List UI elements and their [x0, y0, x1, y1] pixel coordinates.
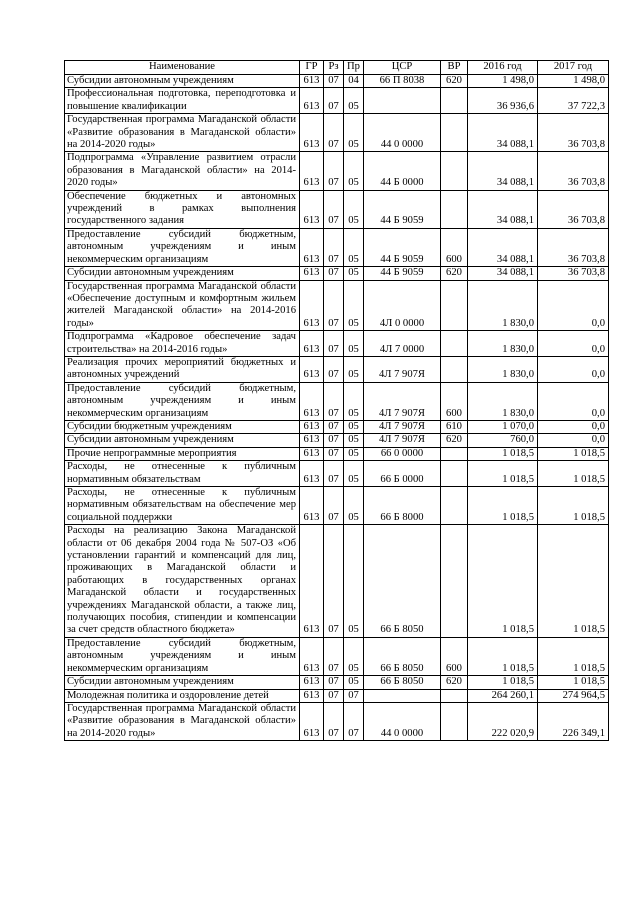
cell-csr: 44 Б 9059: [364, 190, 441, 228]
cell-rz: 07: [324, 637, 344, 675]
cell-gr: 613: [300, 702, 324, 740]
cell-name: Субсидии автономным учреждениям: [65, 75, 300, 88]
cell-csr: [364, 689, 441, 702]
cell-csr: 66 Б 8050: [364, 525, 441, 638]
cell-vr: [441, 356, 468, 382]
cell-2016: 1 070,0: [468, 420, 538, 433]
table-body: [65, 75, 609, 741]
cell-vr: [441, 525, 468, 638]
cell-rz: 07: [324, 702, 344, 740]
cell-2016: 34 088,1: [468, 114, 538, 152]
cell-2016: 1 018,5: [468, 487, 538, 525]
cell-2016: 34 088,1: [468, 228, 538, 266]
cell-name: Подпрограмма «Кадровое обеспечение задач строительства» на 2014-2016 годы»: [65, 331, 300, 357]
cell-2017: 1 018,5: [538, 676, 609, 689]
cell-pr: 05: [344, 434, 364, 447]
cell-2017: 0,0: [538, 382, 609, 420]
budget-table: [64, 60, 609, 741]
cell-pr: 05: [344, 152, 364, 190]
cell-2017: 0,0: [538, 356, 609, 382]
table-row: [65, 228, 609, 266]
cell-rz: 07: [324, 190, 344, 228]
cell-2017: 36 703,8: [538, 190, 609, 228]
cell-2016: 1 830,0: [468, 280, 538, 331]
cell-csr: 4Л 7 907Я: [364, 356, 441, 382]
table-row: [65, 676, 609, 689]
header-csr: ЦСР: [364, 61, 441, 75]
header-vr: ВР: [441, 61, 468, 75]
cell-name: Молодежная политика и оздоровление детей: [65, 689, 300, 702]
cell-rz: 07: [324, 75, 344, 88]
cell-rz: 07: [324, 114, 344, 152]
cell-csr: 66 Б 0000: [364, 461, 441, 487]
cell-gr: 613: [300, 487, 324, 525]
cell-2017: 36 703,8: [538, 228, 609, 266]
cell-pr: 05: [344, 190, 364, 228]
table-row: [65, 702, 609, 740]
header-gr: ГР: [300, 61, 324, 75]
cell-vr: 620: [441, 75, 468, 88]
cell-pr: 05: [344, 487, 364, 525]
cell-csr: 44 0 0000: [364, 114, 441, 152]
cell-name: Государственная программа Магаданской области «Обеспечение доступным и комфортным жильем жителей Магаданской области» на 2014-2016 годы»: [65, 280, 300, 331]
cell-2016: 34 088,1: [468, 152, 538, 190]
cell-pr: 05: [344, 267, 364, 280]
cell-name: Расходы на реализацию Закона Магаданской области от 06 декабря 2004 года № 507-ОЗ «Об установлении гарантий и компенсаций для лиц, проживающих в Магаданской области и работающих в государственных органах Магаданской области и государственных учреждениях Магаданской области, а также лиц, получающих пособия, стипендии и компенсации за счет средств областного бюджета»: [65, 525, 300, 638]
cell-pr: 05: [344, 228, 364, 266]
cell-pr: 05: [344, 420, 364, 433]
cell-csr: 44 0 0000: [364, 702, 441, 740]
cell-2016: 34 088,1: [468, 190, 538, 228]
table-row: [65, 461, 609, 487]
cell-2017: 0,0: [538, 434, 609, 447]
cell-2017: 0,0: [538, 420, 609, 433]
cell-gr: 613: [300, 190, 324, 228]
header-name: Наименование: [65, 61, 300, 75]
cell-gr: 613: [300, 88, 324, 114]
cell-name: Предоставление субсидий бюджетным, автономным учреждениям и иным некоммерческим организациям: [65, 382, 300, 420]
cell-csr: 4Л 7 907Я: [364, 420, 441, 433]
cell-2017: 1 018,5: [538, 637, 609, 675]
cell-rz: 07: [324, 689, 344, 702]
cell-name: Расходы, не отнесенные к публичным нормативным обязательствам на обеспечение мер социальной поддержки: [65, 487, 300, 525]
cell-vr: [441, 702, 468, 740]
cell-gr: 613: [300, 267, 324, 280]
cell-csr: 44 Б 9059: [364, 228, 441, 266]
cell-rz: 07: [324, 434, 344, 447]
cell-name: Прочие непрограммные мероприятия: [65, 447, 300, 460]
cell-vr: [441, 689, 468, 702]
cell-vr: 620: [441, 267, 468, 280]
cell-rz: 07: [324, 356, 344, 382]
cell-2017: 1 018,5: [538, 447, 609, 460]
cell-2017: 226 349,1: [538, 702, 609, 740]
cell-pr: 05: [344, 280, 364, 331]
cell-rz: 07: [324, 280, 344, 331]
table-row: [65, 356, 609, 382]
cell-gr: 613: [300, 280, 324, 331]
cell-pr: 05: [344, 356, 364, 382]
cell-2016: 1 830,0: [468, 382, 538, 420]
cell-pr: 05: [344, 447, 364, 460]
cell-gr: 613: [300, 676, 324, 689]
cell-pr: 05: [344, 637, 364, 675]
budget-document-page: [64, 60, 608, 741]
cell-csr: 4Л 7 0000: [364, 331, 441, 357]
cell-rz: 07: [324, 228, 344, 266]
cell-rz: 07: [324, 331, 344, 357]
cell-2016: 1 018,5: [468, 461, 538, 487]
cell-name: Реализация прочих мероприятий бюджетных и автономных учреждений: [65, 356, 300, 382]
cell-2016: 1 830,0: [468, 356, 538, 382]
cell-vr: [441, 152, 468, 190]
table-row: [65, 267, 609, 280]
cell-name: Субсидии автономным учреждениям: [65, 267, 300, 280]
table-row: [65, 88, 609, 114]
cell-csr: 66 0 0000: [364, 447, 441, 460]
table-row: [65, 420, 609, 433]
header-rz: Рз: [324, 61, 344, 75]
cell-name: Субсидии автономным учреждениям: [65, 434, 300, 447]
cell-rz: 07: [324, 676, 344, 689]
cell-2017: 1 498,0: [538, 75, 609, 88]
cell-rz: 07: [324, 461, 344, 487]
cell-csr: 66 Б 8050: [364, 637, 441, 675]
cell-vr: 600: [441, 228, 468, 266]
table-header-row: [65, 61, 609, 75]
cell-2016: 1 018,5: [468, 525, 538, 638]
cell-rz: 07: [324, 88, 344, 114]
cell-vr: 600: [441, 637, 468, 675]
cell-2017: 1 018,5: [538, 487, 609, 525]
table-row: [65, 152, 609, 190]
cell-rz: 07: [324, 420, 344, 433]
cell-vr: 620: [441, 676, 468, 689]
cell-csr: 66 Б 8000: [364, 487, 441, 525]
header-2016: 2016 год: [468, 61, 538, 75]
cell-2016: 1 498,0: [468, 75, 538, 88]
cell-rz: 07: [324, 152, 344, 190]
cell-vr: 600: [441, 382, 468, 420]
cell-rz: 07: [324, 267, 344, 280]
cell-vr: 610: [441, 420, 468, 433]
cell-name: Подпрограмма «Управление развитием отрасли образования в Магаданской области» на 2014-2020 годы»: [65, 152, 300, 190]
cell-pr: 04: [344, 75, 364, 88]
cell-2017: 0,0: [538, 280, 609, 331]
cell-gr: 613: [300, 434, 324, 447]
cell-csr: 4Л 0 0000: [364, 280, 441, 331]
cell-rz: 07: [324, 447, 344, 460]
cell-2016: 36 936,6: [468, 88, 538, 114]
cell-2017: 1 018,5: [538, 525, 609, 638]
cell-name: Расходы, не отнесенные к публичным нормативным обязательствам: [65, 461, 300, 487]
cell-pr: 07: [344, 689, 364, 702]
cell-2017: 36 703,8: [538, 152, 609, 190]
cell-2016: 1 830,0: [468, 331, 538, 357]
table-row: [65, 75, 609, 88]
cell-csr: 44 Б 0000: [364, 152, 441, 190]
cell-pr: 05: [344, 676, 364, 689]
cell-rz: 07: [324, 382, 344, 420]
cell-vr: [441, 331, 468, 357]
cell-2017: 0,0: [538, 331, 609, 357]
table-row: [65, 487, 609, 525]
table-row: [65, 637, 609, 675]
cell-gr: 613: [300, 152, 324, 190]
cell-2016: 222 020,9: [468, 702, 538, 740]
cell-2016: 34 088,1: [468, 267, 538, 280]
cell-gr: 613: [300, 689, 324, 702]
cell-gr: 613: [300, 447, 324, 460]
cell-csr: [364, 88, 441, 114]
cell-name: Государственная программа Магаданской области «Развитие образования в Магаданской области» на 2014-2020 годы»: [65, 702, 300, 740]
cell-pr: 07: [344, 702, 364, 740]
table-row: [65, 434, 609, 447]
cell-name: Предоставление субсидий бюджетным, автономным учреждениям и иным некоммерческим организациям: [65, 637, 300, 675]
cell-pr: 05: [344, 382, 364, 420]
cell-name: Государственная программа Магаданской области «Развитие образования в Магаданской области» на 2014-2020 годы»: [65, 114, 300, 152]
cell-pr: 05: [344, 331, 364, 357]
cell-gr: 613: [300, 228, 324, 266]
cell-name: Субсидии автономным учреждениям: [65, 676, 300, 689]
cell-pr: 05: [344, 461, 364, 487]
cell-2016: 1 018,5: [468, 676, 538, 689]
cell-gr: 613: [300, 420, 324, 433]
cell-vr: [441, 487, 468, 525]
cell-2017: 36 703,8: [538, 114, 609, 152]
cell-gr: 613: [300, 75, 324, 88]
cell-vr: [441, 190, 468, 228]
cell-2016: 1 018,5: [468, 637, 538, 675]
table-row: [65, 331, 609, 357]
cell-2016: 264 260,1: [468, 689, 538, 702]
table-row: [65, 114, 609, 152]
cell-name: Субсидии бюджетным учреждениям: [65, 420, 300, 433]
header-2017: 2017 год: [538, 61, 609, 75]
cell-name: Профессиональная подготовка, переподготовка и повышение квалификации: [65, 88, 300, 114]
cell-vr: [441, 88, 468, 114]
cell-gr: 613: [300, 637, 324, 675]
cell-2017: 274 964,5: [538, 689, 609, 702]
cell-csr: 4Л 7 907Я: [364, 382, 441, 420]
cell-vr: 620: [441, 434, 468, 447]
cell-csr: 66 Б 8050: [364, 676, 441, 689]
table-row: [65, 382, 609, 420]
cell-vr: [441, 114, 468, 152]
table-row: [65, 190, 609, 228]
cell-csr: 44 Б 9059: [364, 267, 441, 280]
cell-2016: 760,0: [468, 434, 538, 447]
cell-csr: 66 П 8038: [364, 75, 441, 88]
cell-pr: 05: [344, 525, 364, 638]
cell-vr: [441, 461, 468, 487]
cell-name: Предоставление субсидий бюджетным, автономным учреждениям и иным некоммерческим организациям: [65, 228, 300, 266]
cell-pr: 05: [344, 114, 364, 152]
cell-gr: 613: [300, 525, 324, 638]
cell-gr: 613: [300, 461, 324, 487]
table-row: [65, 525, 609, 638]
cell-rz: 07: [324, 487, 344, 525]
cell-2017: 37 722,3: [538, 88, 609, 114]
cell-gr: 613: [300, 114, 324, 152]
cell-name: Обеспечение бюджетных и автономных учреждений в рамках выполнения государственного задания: [65, 190, 300, 228]
cell-2017: 36 703,8: [538, 267, 609, 280]
cell-gr: 613: [300, 356, 324, 382]
header-pr: Пр: [344, 61, 364, 75]
cell-rz: 07: [324, 525, 344, 638]
cell-vr: [441, 280, 468, 331]
cell-gr: 613: [300, 331, 324, 357]
table-row: [65, 280, 609, 331]
cell-gr: 613: [300, 382, 324, 420]
cell-vr: [441, 447, 468, 460]
cell-2017: 1 018,5: [538, 461, 609, 487]
cell-pr: 05: [344, 88, 364, 114]
table-row: [65, 447, 609, 460]
cell-csr: 4Л 7 907Я: [364, 434, 441, 447]
cell-2016: 1 018,5: [468, 447, 538, 460]
table-row: [65, 689, 609, 702]
